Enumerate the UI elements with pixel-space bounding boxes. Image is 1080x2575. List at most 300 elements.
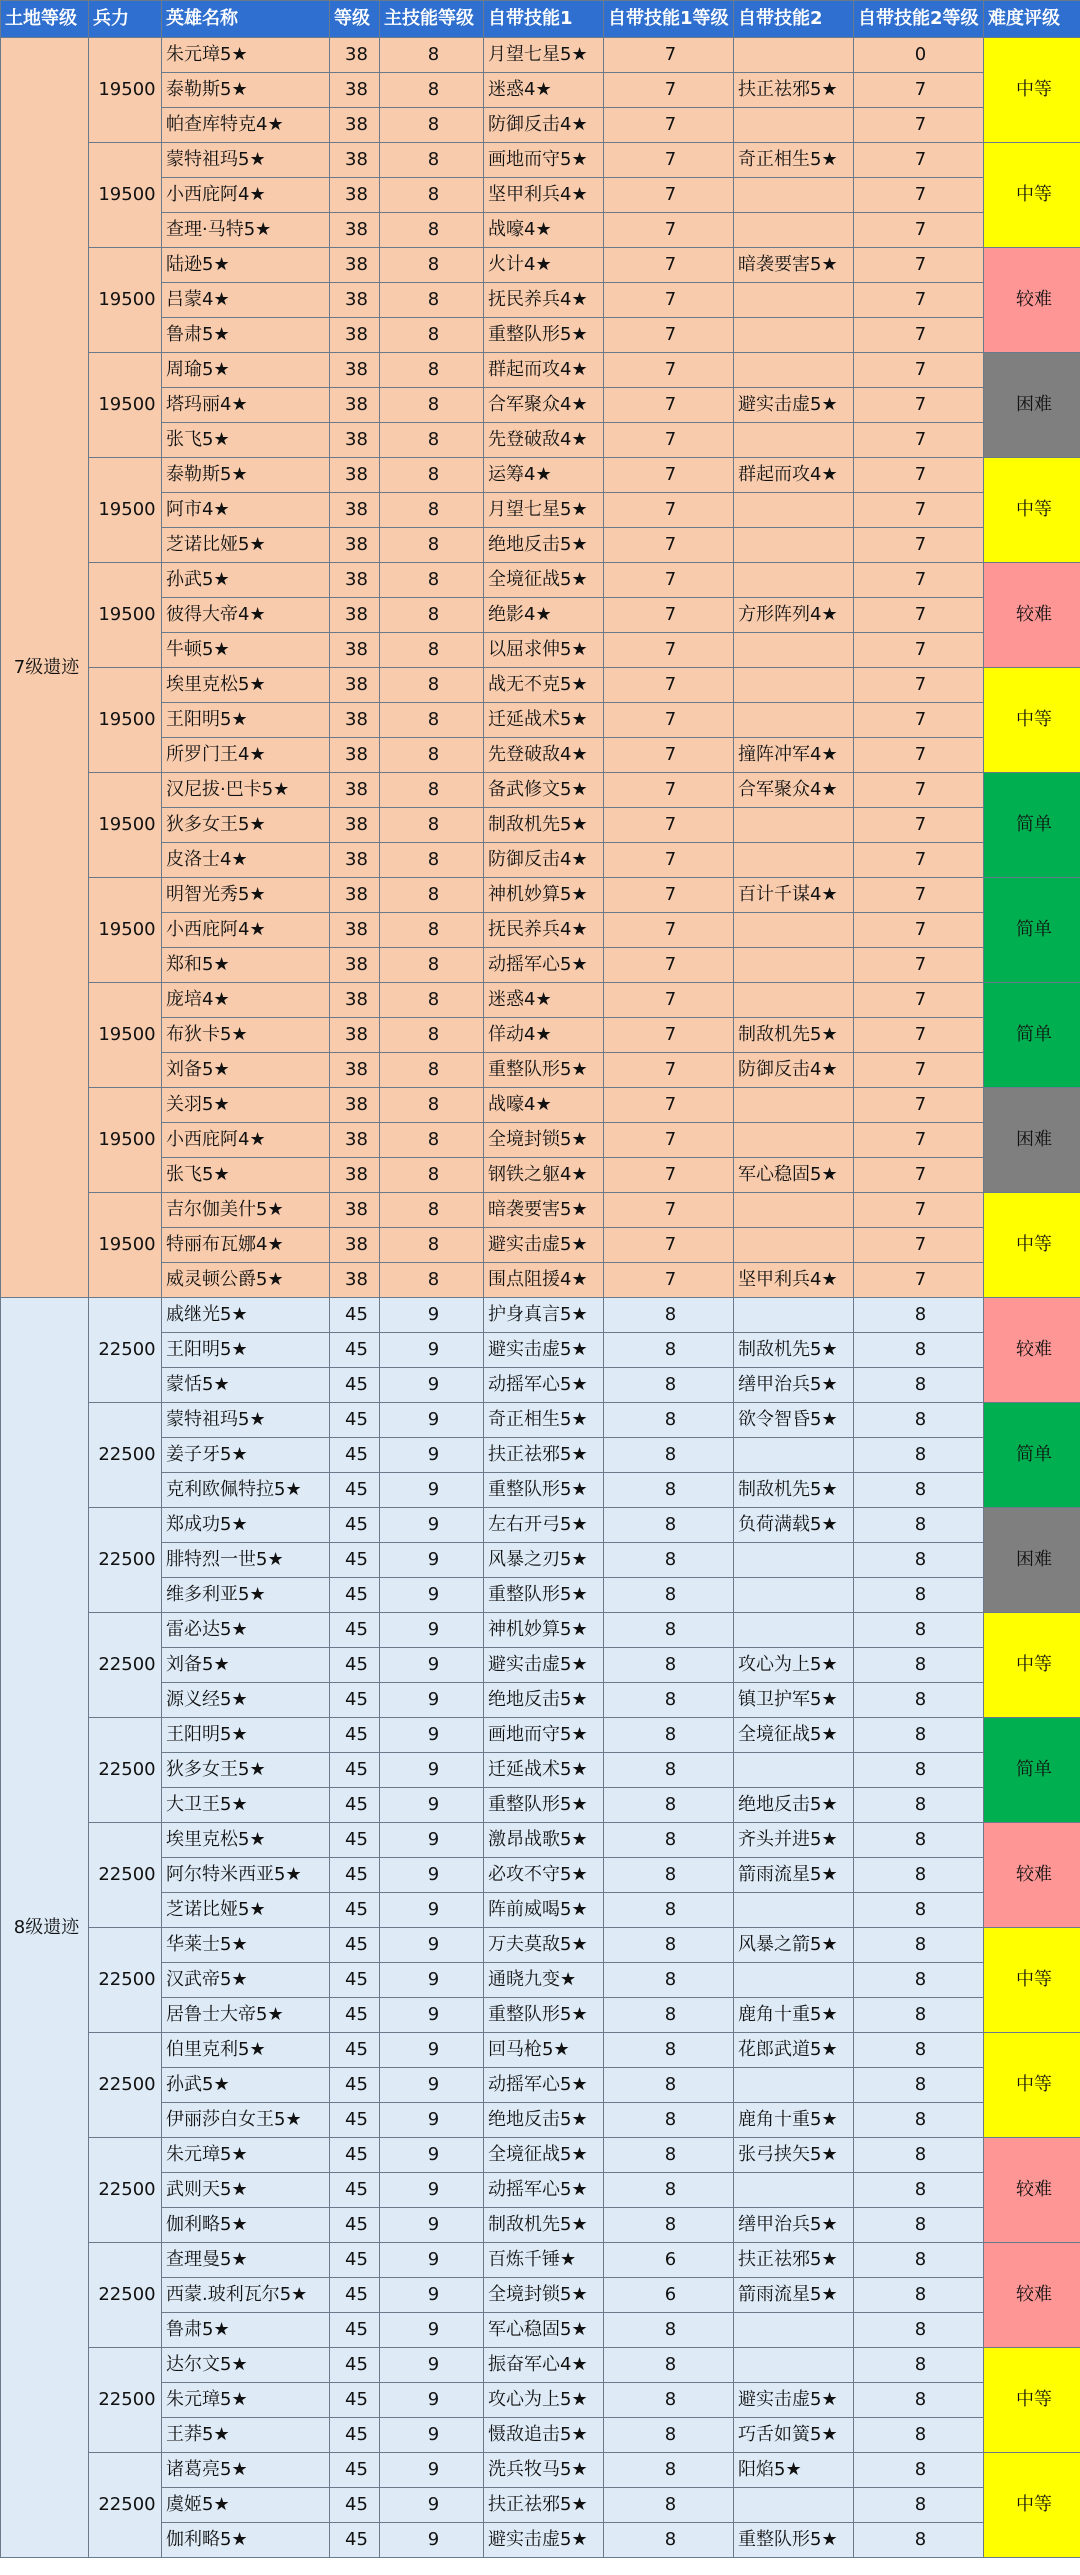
hero-name-cell: 鲁肃5★ <box>162 318 330 353</box>
main-skill-level-cell: 8 <box>380 423 484 458</box>
skill2-level-cell: 8 <box>854 2243 984 2278</box>
main-skill-level-cell: 8 <box>380 458 484 493</box>
level-cell: 38 <box>330 1123 380 1158</box>
skill1-cell: 扶正祛邪5★ <box>484 1438 604 1473</box>
level-cell: 38 <box>330 808 380 843</box>
table-row <box>1 2103 1080 2138</box>
skill2-cell <box>734 108 854 143</box>
main-skill-level-cell: 9 <box>380 1893 484 1928</box>
skill1-level-cell: 7 <box>604 983 734 1018</box>
hero-name-cell: 伯里克利5★ <box>162 2033 330 2068</box>
table-row <box>1 2208 1080 2243</box>
table-row <box>1 38 1080 73</box>
skill2-cell <box>734 668 854 703</box>
skill1-cell: 佯动4★ <box>484 1018 604 1053</box>
skill2-level-cell: 7 <box>854 983 984 1018</box>
difficulty-cell: 较难 <box>984 2138 1080 2243</box>
difficulty-cell: 中等 <box>984 1928 1080 2033</box>
main-skill-level-cell: 8 <box>380 1158 484 1193</box>
header-skill1-level: 自带技能1等级 <box>604 1 734 38</box>
main-skill-level-cell: 8 <box>380 913 484 948</box>
level-cell: 38 <box>330 1053 380 1088</box>
hero-name-cell: 朱元璋5★ <box>162 2138 330 2173</box>
main-skill-level-cell: 9 <box>380 1963 484 1998</box>
skill1-cell: 神机妙算5★ <box>484 878 604 913</box>
skill2-cell: 缮甲治兵5★ <box>734 2208 854 2243</box>
main-skill-level-cell: 9 <box>380 2138 484 2173</box>
skill1-cell: 重整队形5★ <box>484 1473 604 1508</box>
level-cell: 38 <box>330 493 380 528</box>
skill1-level-cell: 8 <box>604 1543 734 1578</box>
hero-name-cell: 武则天5★ <box>162 2173 330 2208</box>
hero-name-cell: 牛顿5★ <box>162 633 330 668</box>
skill2-cell <box>734 38 854 73</box>
skill2-cell: 制敌机先5★ <box>734 1473 854 1508</box>
skill2-cell: 风暴之箭5★ <box>734 1928 854 1963</box>
main-skill-level-cell: 8 <box>380 1053 484 1088</box>
main-skill-level-cell: 8 <box>380 178 484 213</box>
level-cell: 38 <box>330 703 380 738</box>
table-row <box>1 1683 1080 1718</box>
skill1-level-cell: 8 <box>604 2453 734 2488</box>
skill2-cell <box>734 808 854 843</box>
skill2-cell: 避实击虚5★ <box>734 388 854 423</box>
main-skill-level-cell: 8 <box>380 738 484 773</box>
hero-name-cell: 蒙恬5★ <box>162 1368 330 1403</box>
level-cell: 45 <box>330 2313 380 2348</box>
table-row <box>1 423 1080 458</box>
skill1-level-cell: 8 <box>604 1963 734 1998</box>
hero-name-cell: 泰勒斯5★ <box>162 73 330 108</box>
table-row <box>1 1508 1080 1543</box>
main-skill-level-cell: 8 <box>380 633 484 668</box>
header-difficulty: 难度评级 <box>984 1 1080 38</box>
hero-name-cell: 王阳明5★ <box>162 703 330 738</box>
skill1-level-cell: 7 <box>604 528 734 563</box>
skill2-cell <box>734 1753 854 1788</box>
level-cell: 45 <box>330 2243 380 2278</box>
table-row <box>1 2243 1080 2278</box>
skill1-cell: 扶正祛邪5★ <box>484 2488 604 2523</box>
skill2-cell: 群起而攻4★ <box>734 458 854 493</box>
skill1-level-cell: 7 <box>604 703 734 738</box>
skill2-level-cell: 7 <box>854 633 984 668</box>
skill1-cell: 抚民养兵4★ <box>484 913 604 948</box>
skill1-level-cell: 8 <box>604 1753 734 1788</box>
skill2-cell: 齐头并进5★ <box>734 1823 854 1858</box>
skill1-cell: 避实击虚5★ <box>484 2523 604 2558</box>
table-row <box>1 1823 1080 1858</box>
skill2-cell <box>734 948 854 983</box>
skill2-level-cell: 8 <box>854 2313 984 2348</box>
main-skill-level-cell: 8 <box>380 1193 484 1228</box>
table-row <box>1 1648 1080 1683</box>
main-skill-level-cell: 8 <box>380 598 484 633</box>
level-cell: 38 <box>330 458 380 493</box>
skill1-level-cell: 7 <box>604 73 734 108</box>
table-row <box>1 1473 1080 1508</box>
header-hero-name: 英雄名称 <box>162 1 330 38</box>
skill2-level-cell: 8 <box>854 1648 984 1683</box>
table-row <box>1 808 1080 843</box>
skill2-level-cell: 8 <box>854 1858 984 1893</box>
table-row <box>1 843 1080 878</box>
skill2-cell <box>734 2348 854 2383</box>
skill2-level-cell: 8 <box>854 2278 984 2313</box>
level-cell: 45 <box>330 2488 380 2523</box>
table-row <box>1 73 1080 108</box>
hero-name-cell: 孙武5★ <box>162 2068 330 2103</box>
table-row <box>1 2138 1080 2173</box>
table-row <box>1 1193 1080 1228</box>
skill1-cell: 动摇军心5★ <box>484 2068 604 2103</box>
skill2-level-cell: 8 <box>854 2208 984 2243</box>
hero-name-cell: 王阳明5★ <box>162 1333 330 1368</box>
skill2-level-cell: 7 <box>854 493 984 528</box>
troops-cell: 19500 <box>89 38 162 143</box>
skill2-level-cell: 8 <box>854 1753 984 1788</box>
skill2-level-cell: 7 <box>854 73 984 108</box>
table-body <box>1 38 1080 2558</box>
header-skill1: 自带技能1 <box>484 1 604 38</box>
difficulty-cell: 中等 <box>984 1613 1080 1718</box>
skill1-level-cell: 8 <box>604 1648 734 1683</box>
troops-cell: 19500 <box>89 773 162 878</box>
level-cell: 45 <box>330 2173 380 2208</box>
main-skill-level-cell: 8 <box>380 983 484 1018</box>
skill2-cell: 花郎武道5★ <box>734 2033 854 2068</box>
level-cell: 45 <box>330 2383 380 2418</box>
skill2-level-cell: 7 <box>854 318 984 353</box>
level-cell: 45 <box>330 2278 380 2313</box>
skill2-level-cell: 8 <box>854 1298 984 1333</box>
skill1-level-cell: 7 <box>604 843 734 878</box>
skill1-level-cell: 7 <box>604 668 734 703</box>
skill2-level-cell: 0 <box>854 38 984 73</box>
table-row <box>1 493 1080 528</box>
skill2-level-cell: 7 <box>854 388 984 423</box>
table-row <box>1 1438 1080 1473</box>
skill1-level-cell: 7 <box>604 1088 734 1123</box>
skill2-cell: 鹿角十重5★ <box>734 1998 854 2033</box>
skill1-level-cell: 7 <box>604 248 734 283</box>
troops-cell: 22500 <box>89 1403 162 1508</box>
table-row <box>1 1333 1080 1368</box>
skill2-cell <box>734 2068 854 2103</box>
hero-name-cell: 西蒙.玻利瓦尔5★ <box>162 2278 330 2313</box>
troops-cell: 22500 <box>89 1613 162 1718</box>
table-row <box>1 1053 1080 1088</box>
skill2-level-cell: 8 <box>854 2383 984 2418</box>
skill2-level-cell: 7 <box>854 668 984 703</box>
table-row <box>1 353 1080 388</box>
skill1-cell: 左右开弓5★ <box>484 1508 604 1543</box>
skill1-cell: 必攻不守5★ <box>484 1858 604 1893</box>
hero-name-cell: 布狄卡5★ <box>162 1018 330 1053</box>
skill1-level-cell: 7 <box>604 598 734 633</box>
difficulty-cell: 较难 <box>984 563 1080 668</box>
skill1-level-cell: 7 <box>604 563 734 598</box>
table-row <box>1 1298 1080 1333</box>
level-cell: 45 <box>330 2103 380 2138</box>
skill1-cell: 振奋军心4★ <box>484 2348 604 2383</box>
skill1-level-cell: 8 <box>604 2488 734 2523</box>
level-cell: 45 <box>330 2138 380 2173</box>
hero-name-cell: 所罗门王4★ <box>162 738 330 773</box>
table-row <box>1 1543 1080 1578</box>
skill2-cell: 制敌机先5★ <box>734 1018 854 1053</box>
table-row <box>1 108 1080 143</box>
skill1-level-cell: 7 <box>604 178 734 213</box>
skill1-level-cell: 7 <box>604 1228 734 1263</box>
table-row <box>1 1928 1080 1963</box>
skill2-cell: 防御反击4★ <box>734 1053 854 1088</box>
skill1-cell: 全境封锁5★ <box>484 2278 604 2313</box>
table-row <box>1 2488 1080 2523</box>
skill2-cell: 百计千谋4★ <box>734 878 854 913</box>
troops-cell: 22500 <box>89 2033 162 2138</box>
hero-name-cell: 鲁肃5★ <box>162 2313 330 2348</box>
skill1-cell: 抚民养兵4★ <box>484 283 604 318</box>
hero-name-cell: 朱元璋5★ <box>162 2383 330 2418</box>
skill2-level-cell: 7 <box>854 1018 984 1053</box>
skill1-cell: 以屈求伸5★ <box>484 633 604 668</box>
table-row <box>1 2033 1080 2068</box>
skill2-level-cell: 7 <box>854 948 984 983</box>
skill2-cell <box>734 213 854 248</box>
difficulty-cell: 中等 <box>984 143 1080 248</box>
header-land-level: 土地等级 <box>1 1 89 38</box>
skill1-cell: 战无不克5★ <box>484 668 604 703</box>
table-row <box>1 318 1080 353</box>
troops-cell: 22500 <box>89 2453 162 2558</box>
skill1-cell: 战嚎4★ <box>484 213 604 248</box>
skill1-level-cell: 7 <box>604 318 734 353</box>
skill1-cell: 重整队形5★ <box>484 1998 604 2033</box>
level-cell: 38 <box>330 1158 380 1193</box>
skill1-cell: 护身真言5★ <box>484 1298 604 1333</box>
skill1-level-cell: 7 <box>604 423 734 458</box>
main-skill-level-cell: 9 <box>380 1858 484 1893</box>
skill2-level-cell: 8 <box>854 1578 984 1613</box>
table-row <box>1 878 1080 913</box>
main-skill-level-cell: 9 <box>380 2488 484 2523</box>
hero-name-cell: 查理·马特5★ <box>162 213 330 248</box>
level-cell: 38 <box>330 1193 380 1228</box>
skill2-cell: 扶正祛邪5★ <box>734 73 854 108</box>
main-skill-level-cell: 9 <box>380 1543 484 1578</box>
hero-name-cell: 威灵顿公爵5★ <box>162 1263 330 1298</box>
skill2-cell <box>734 1578 854 1613</box>
difficulty-cell: 中等 <box>984 1193 1080 1298</box>
skill1-level-cell: 7 <box>604 353 734 388</box>
difficulty-cell: 中等 <box>984 2033 1080 2138</box>
troops-cell: 19500 <box>89 563 162 668</box>
level-cell: 38 <box>330 948 380 983</box>
level-cell: 38 <box>330 388 380 423</box>
skill2-level-cell: 8 <box>854 1788 984 1823</box>
troops-cell: 19500 <box>89 878 162 983</box>
level-cell: 38 <box>330 738 380 773</box>
skill1-cell: 制敌机先5★ <box>484 2208 604 2243</box>
skill1-cell: 暗袭要害5★ <box>484 1193 604 1228</box>
hero-name-cell: 王莽5★ <box>162 2418 330 2453</box>
skill1-cell: 万夫莫敌5★ <box>484 1928 604 1963</box>
skill1-level-cell: 8 <box>604 1893 734 1928</box>
level-cell: 45 <box>330 1893 380 1928</box>
main-skill-level-cell: 8 <box>380 1263 484 1298</box>
skill1-cell: 全境征战5★ <box>484 2138 604 2173</box>
main-skill-level-cell: 9 <box>380 2523 484 2558</box>
hero-name-cell: 王阳明5★ <box>162 1718 330 1753</box>
table-row <box>1 1578 1080 1613</box>
level-cell: 45 <box>330 1613 380 1648</box>
main-skill-level-cell: 8 <box>380 843 484 878</box>
hero-name-cell: 郑成功5★ <box>162 1508 330 1543</box>
skill2-cell: 阳焰5★ <box>734 2453 854 2488</box>
level-cell: 38 <box>330 913 380 948</box>
level-cell: 45 <box>330 1998 380 2033</box>
difficulty-cell: 简单 <box>984 878 1080 983</box>
level-cell: 38 <box>330 248 380 283</box>
skill2-cell <box>734 318 854 353</box>
level-cell: 45 <box>330 1438 380 1473</box>
skill1-cell: 迷惑4★ <box>484 983 604 1018</box>
level-cell: 45 <box>330 2348 380 2383</box>
skill2-level-cell: 8 <box>854 1333 984 1368</box>
skill1-cell: 绝地反击5★ <box>484 528 604 563</box>
table-row <box>1 1123 1080 1158</box>
difficulty-cell: 困难 <box>984 1508 1080 1613</box>
skill1-cell: 风暴之刃5★ <box>484 1543 604 1578</box>
main-skill-level-cell: 8 <box>380 563 484 598</box>
hero-name-cell: 张飞5★ <box>162 423 330 458</box>
skill2-level-cell: 8 <box>854 1508 984 1543</box>
main-skill-level-cell: 8 <box>380 773 484 808</box>
hero-name-cell: 孙武5★ <box>162 563 330 598</box>
skill2-cell: 攻心为上5★ <box>734 1648 854 1683</box>
skill2-cell <box>734 1228 854 1263</box>
skill2-cell: 制敌机先5★ <box>734 1333 854 1368</box>
main-skill-level-cell: 9 <box>380 2383 484 2418</box>
skill2-cell <box>734 2488 854 2523</box>
table-row <box>1 1613 1080 1648</box>
main-skill-level-cell: 9 <box>380 1403 484 1438</box>
level-cell: 38 <box>330 1228 380 1263</box>
skill2-level-cell: 8 <box>854 1543 984 1578</box>
main-skill-level-cell: 9 <box>380 1753 484 1788</box>
skill1-level-cell: 8 <box>604 1928 734 1963</box>
skill1-level-cell: 7 <box>604 283 734 318</box>
skill2-cell <box>734 1893 854 1928</box>
hero-name-cell: 刘备5★ <box>162 1648 330 1683</box>
level-cell: 45 <box>330 1753 380 1788</box>
table-row <box>1 143 1080 178</box>
troops-cell: 19500 <box>89 458 162 563</box>
hero-name-cell: 大卫王5★ <box>162 1788 330 1823</box>
level-cell: 45 <box>330 2523 380 2558</box>
main-skill-level-cell: 9 <box>380 1648 484 1683</box>
troops-cell: 22500 <box>89 1928 162 2033</box>
troops-cell: 19500 <box>89 248 162 353</box>
hero-name-cell: 小西庇阿4★ <box>162 1123 330 1158</box>
skill2-cell <box>734 528 854 563</box>
hero-name-cell: 小西庇阿4★ <box>162 913 330 948</box>
skill2-level-cell: 7 <box>854 878 984 913</box>
troops-cell: 19500 <box>89 353 162 458</box>
hero-name-cell: 塔玛丽4★ <box>162 388 330 423</box>
skill2-level-cell: 8 <box>854 1683 984 1718</box>
table-row <box>1 1018 1080 1053</box>
troops-cell: 19500 <box>89 668 162 773</box>
level-cell: 45 <box>330 1648 380 1683</box>
level-cell: 38 <box>330 878 380 913</box>
skill1-level-cell: 8 <box>604 2068 734 2103</box>
level-cell: 38 <box>330 633 380 668</box>
main-skill-level-cell: 8 <box>380 808 484 843</box>
skill1-level-cell: 7 <box>604 108 734 143</box>
skill2-level-cell: 8 <box>854 1893 984 1928</box>
level-cell: 38 <box>330 143 380 178</box>
hero-name-cell: 芝诺比娅5★ <box>162 1893 330 1928</box>
table-row <box>1 948 1080 983</box>
skill2-level-cell: 7 <box>854 1193 984 1228</box>
skill2-cell: 重整队形5★ <box>734 2523 854 2558</box>
skill1-level-cell: 7 <box>604 633 734 668</box>
skill1-level-cell: 7 <box>604 213 734 248</box>
level-cell: 45 <box>330 1788 380 1823</box>
skill1-cell: 重整队形5★ <box>484 318 604 353</box>
skill1-cell: 百炼千锤★ <box>484 2243 604 2278</box>
level-cell: 38 <box>330 1263 380 1298</box>
table-row <box>1 178 1080 213</box>
hero-name-cell: 蒙特祖玛5★ <box>162 1403 330 1438</box>
skill1-level-cell: 8 <box>604 2418 734 2453</box>
hero-name-cell: 庞培4★ <box>162 983 330 1018</box>
skill1-level-cell: 8 <box>604 2033 734 2068</box>
skill2-cell <box>734 843 854 878</box>
skill1-cell: 备武修文5★ <box>484 773 604 808</box>
skill1-level-cell: 8 <box>604 2348 734 2383</box>
header-row <box>1 1 1080 38</box>
skill2-level-cell: 7 <box>854 283 984 318</box>
level-cell: 38 <box>330 213 380 248</box>
hero-name-cell: 帕查库特克4★ <box>162 108 330 143</box>
level-cell: 45 <box>330 2418 380 2453</box>
skill2-level-cell: 7 <box>854 703 984 738</box>
skill2-cell: 撞阵冲军4★ <box>734 738 854 773</box>
level-cell: 38 <box>330 528 380 563</box>
skill1-level-cell: 8 <box>604 1788 734 1823</box>
main-skill-level-cell: 9 <box>380 1683 484 1718</box>
main-skill-level-cell: 9 <box>380 2453 484 2488</box>
skill2-level-cell: 8 <box>854 2173 984 2208</box>
difficulty-cell: 简单 <box>984 1718 1080 1823</box>
skill1-cell: 奇正相生5★ <box>484 1403 604 1438</box>
table-row <box>1 2313 1080 2348</box>
skill1-level-cell: 7 <box>604 948 734 983</box>
skill2-cell <box>734 423 854 458</box>
skill1-level-cell: 8 <box>604 1368 734 1403</box>
skill1-cell: 重整队形5★ <box>484 1788 604 1823</box>
main-skill-level-cell: 9 <box>380 1333 484 1368</box>
troops-cell: 22500 <box>89 1718 162 1823</box>
table-row <box>1 388 1080 423</box>
skill1-cell: 防御反击4★ <box>484 108 604 143</box>
difficulty-cell: 简单 <box>984 1403 1080 1508</box>
skill2-level-cell: 8 <box>854 2418 984 2453</box>
main-skill-level-cell: 8 <box>380 493 484 528</box>
